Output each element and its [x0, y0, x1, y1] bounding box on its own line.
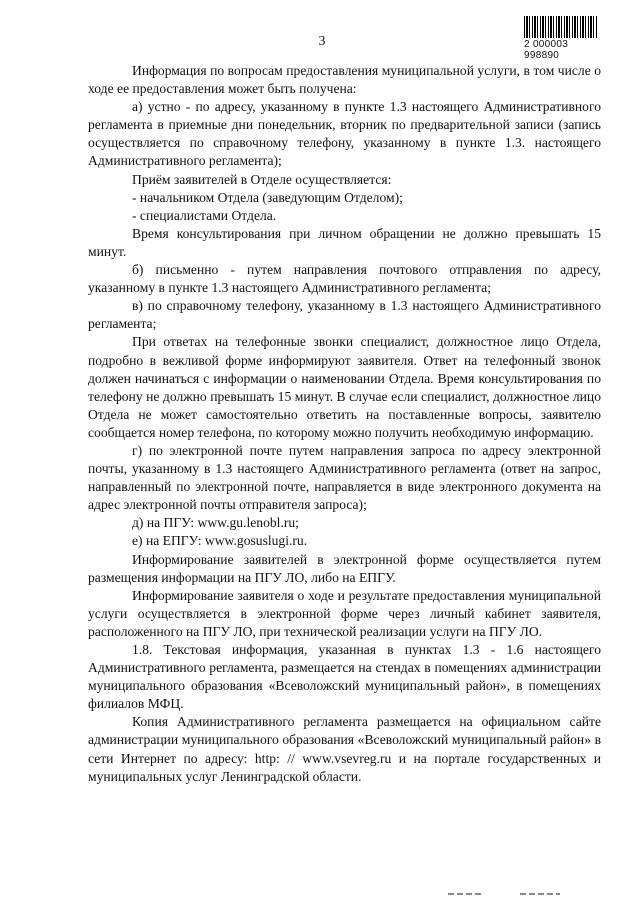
barcode-number: 2 000003 998890 — [524, 39, 569, 61]
barcode — [524, 16, 602, 61]
barcode-icon — [524, 16, 598, 38]
page-number: 3 — [318, 34, 326, 49]
paragraph: Приём заявителей в Отделе осуществляется: — [132, 171, 392, 187]
list-item: д) на ПГУ: www.gu.lenobl.ru; — [132, 515, 299, 531]
scan-artifact-line — [448, 893, 484, 895]
scan-artifact-line — [520, 893, 560, 895]
list-item: - специалистами Отдела. — [132, 207, 277, 223]
paragraph: Информирование заявителя о ходе и результате предоставления муниципальной услуги осуществляется в электронной форме через личный кабинет заявителя, расположенного на ПГУ ЛО, при технической реализации услуги на ПГУ ЛО. — [88, 587, 601, 639]
paragraph: При ответах на телефонные звонки специалист, должностное лицо Отдела, подробно в вежливой форме информируют заявителя. Ответ на телефонный звонок должен начинаться с информации о наименовании Отдела. Время консультирования по телефону не должно превышать 15 минут. В случае если специалист, должностное лицо Отдела не может самостоятельно ответить на поставленные вопросы, заявителю сообщается номер телефона, по которому можно получить необходимую информацию. — [88, 334, 601, 440]
paragraph: г) по электронной почте путем направления запроса по адресу электронной почты, указанному в 1.3 настоящего Административного регламента (ответ на запрос, направленный по электронной почте, направляется в виде электронного документа на адрес электронной почты отправителя запроса); — [88, 442, 601, 513]
document-body — [88, 62, 601, 786]
paragraph: Копия Административного регламента размещается на официальном сайте администрации муниципального образования «Всеволожский муниципальный район» в сети Интернет по адресу: http: // www.vsevreg.ru и на портале государственных и муниципальных услуг Ленинградской области. — [88, 714, 601, 784]
paragraph: Время консультирования при личном обращении не должно превышать 15 минут. — [88, 225, 601, 259]
paragraph: б) письменно - путем направления почтового отправления по адресу, указанному в пункте 1.3 настоящего Административного регламента; — [88, 262, 601, 296]
list-item: е) на ЕПГУ: www.gosuslugi.ru. — [132, 533, 308, 549]
paragraph: в) по справочному телефону, указанному в 1.3 настоящего Административного регламента; — [88, 298, 601, 332]
list-item: - начальником Отдела (заведующим Отделом); — [132, 189, 403, 205]
paragraph: Информирование заявителей в электронной форме осуществляется путем размещения информации на ПГУ ЛО, либо на ЕПГУ. — [88, 551, 601, 585]
paragraph: 1.8. Текстовая информация, указанная в пунктах 1.3 - 1.6 настоящего Административного регламента, размещается на стендах в помещениях администрации муниципального образования «Всеволожский муниципальный район», в помещениях филиалов МФЦ. — [88, 642, 601, 712]
paragraph: Информация по вопросам предоставления муниципальной услуги, в том числе о ходе ее предоставления может быть получена: — [88, 63, 601, 97]
paragraph: а) устно - по адресу, указанному в пункте 1.3 настоящего Административного регламента в приемные дни понедельник, вторник по предварительной записи (запись осуществляется по справочному телефону, указанному в пункте 1.3. настоящего Административного регламента); — [88, 99, 601, 169]
